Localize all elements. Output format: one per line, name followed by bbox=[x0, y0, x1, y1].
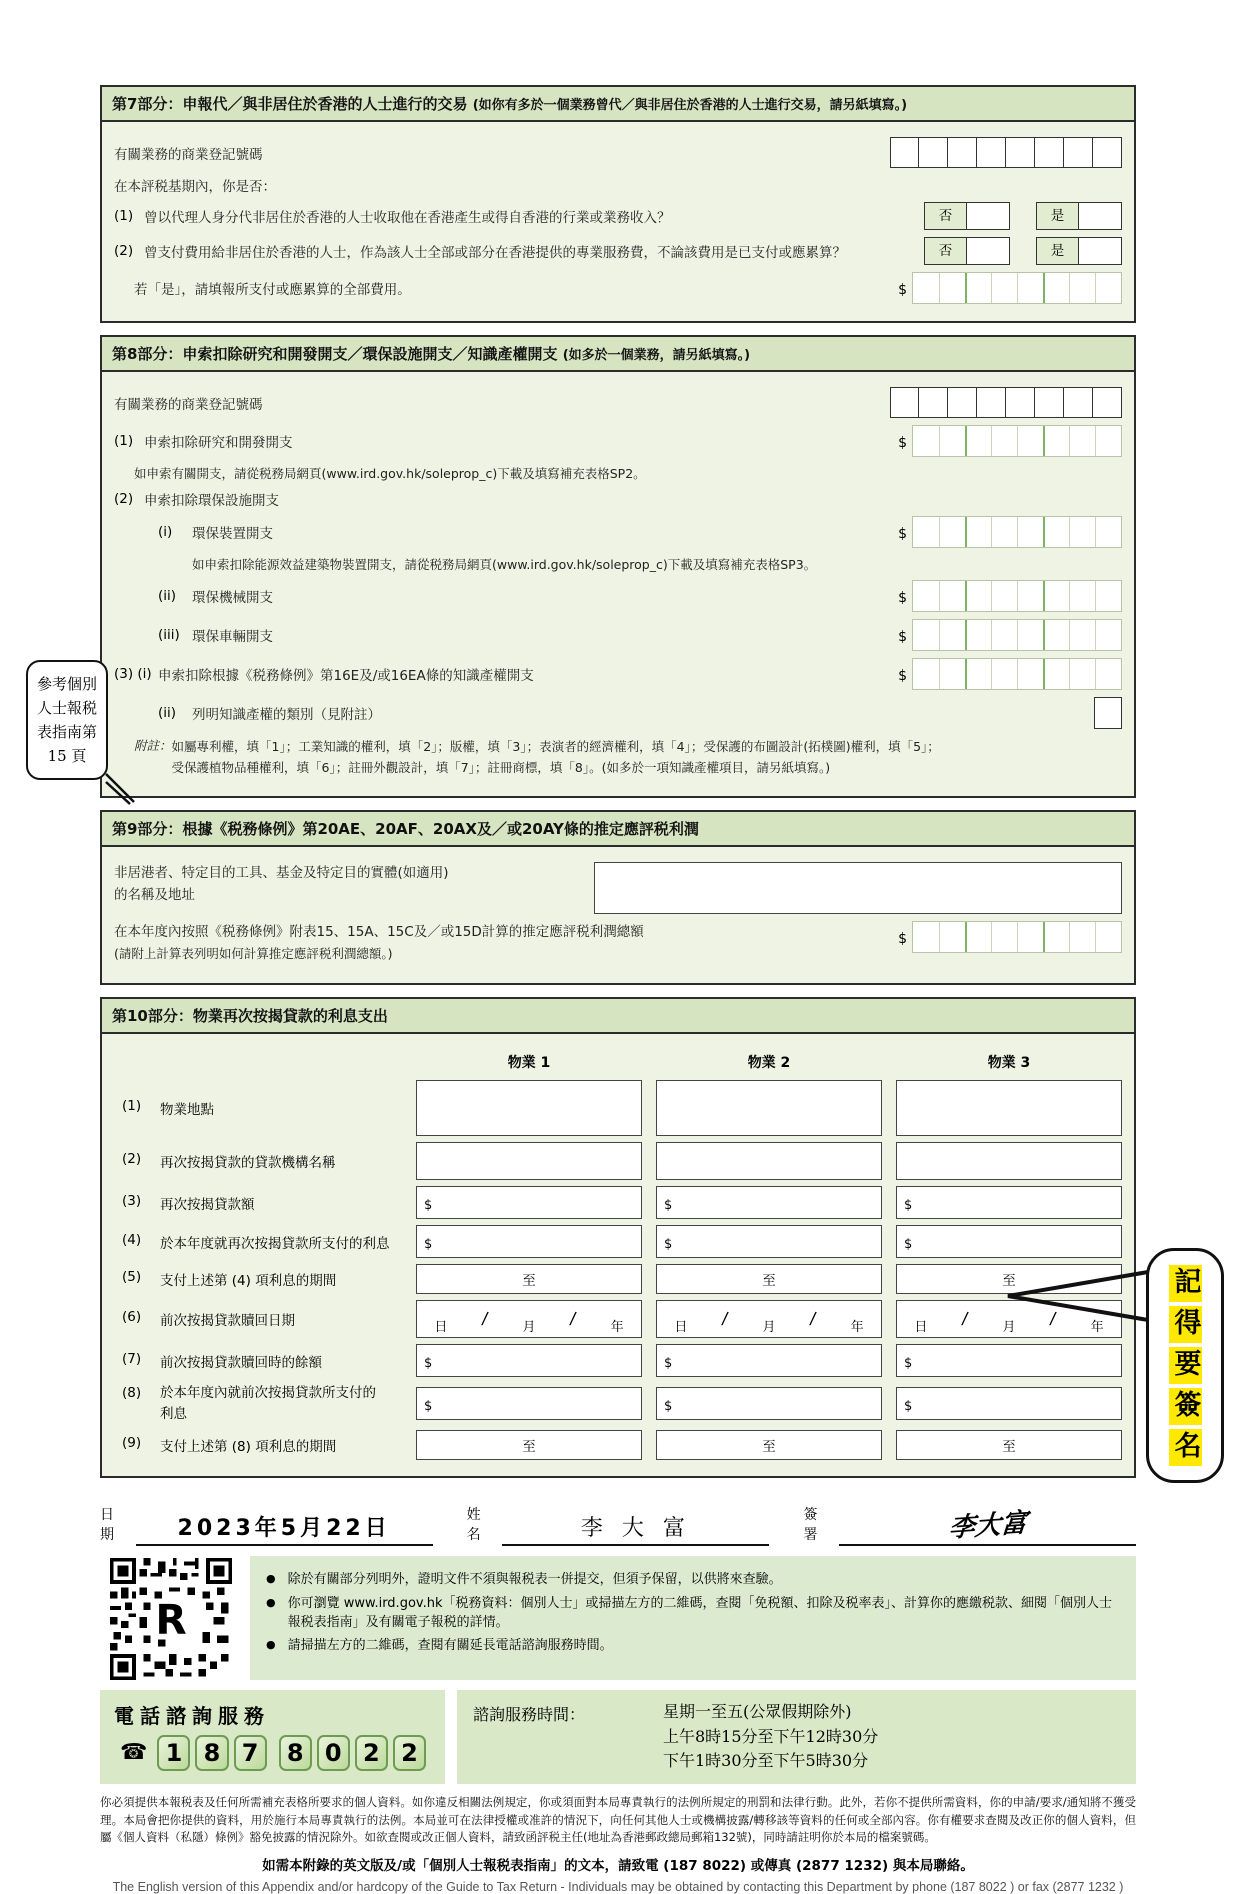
s9-entity-name-address-input[interactable] bbox=[594, 862, 1122, 914]
row8-label: 於本年度內就前次按揭貸款所支付的利息 bbox=[160, 1385, 376, 1422]
s7-q1-number: (1) bbox=[114, 208, 134, 224]
phone-digit: 0 bbox=[317, 1735, 350, 1771]
s7-if-yes-label: 若「是」，請填報所支付或應累算的全部費用。 bbox=[134, 282, 411, 298]
section-10-header bbox=[102, 999, 1134, 1034]
s7-amount-input[interactable] bbox=[912, 272, 1122, 304]
s8-item2-label: 申索扣除環保設施開支 bbox=[144, 493, 279, 509]
guide-reference-callout: 參考個別人士報税表指南第 15 頁 bbox=[26, 660, 108, 780]
p3-location-input[interactable] bbox=[896, 1080, 1122, 1136]
phone-enquiry-box bbox=[100, 1690, 445, 1784]
s7-q2-no-label: 否 bbox=[925, 238, 967, 264]
phone-digit: 2 bbox=[393, 1735, 426, 1771]
p3-redemption-balance-input[interactable]: $ bbox=[896, 1344, 1122, 1377]
contact-line: 如需本附錄的英文版及/或「個別人士報税表指南」的文本，請致電 (187 8022) 或傳真 (2877 1232) 與本局聯絡。 bbox=[262, 1858, 974, 1875]
row3-label: 再次按揭貸款額 bbox=[160, 1196, 255, 1213]
s7-dollar-sign: $ bbox=[898, 282, 907, 298]
s9-profits-note: (請附上計算表列明如何計算推定應評税利潤總額。) bbox=[114, 946, 393, 962]
s7-br-number-input[interactable] bbox=[890, 137, 1122, 168]
p2-lender-input[interactable] bbox=[656, 1142, 882, 1180]
s9-entity-label-line1: 非居港者、特定目的工具、基金及特定目的實體(如適用) bbox=[114, 864, 449, 881]
s7-q1-no-checkbox[interactable] bbox=[924, 202, 1010, 230]
callout-left-tail bbox=[104, 772, 140, 808]
section-7-title: 第7部分：申報代／與非居住於香港的人士進行的交易 bbox=[112, 95, 468, 113]
row7-label: 前次按揭貸款贖回時的餘額 bbox=[160, 1354, 322, 1371]
date-label: 日期 bbox=[100, 1506, 114, 1543]
s8-item2i-dollar: $ bbox=[898, 526, 907, 542]
s7-q1-no-label: 否 bbox=[925, 203, 967, 229]
row9-label: 支付上述第 (8) 項利息的期間 bbox=[160, 1438, 337, 1455]
s9-dollar-sign: $ bbox=[898, 930, 907, 947]
s8-item2iii-dollar: $ bbox=[898, 629, 907, 645]
s8-item3-amount-input[interactable] bbox=[912, 658, 1122, 690]
s9-amount-input[interactable] bbox=[912, 921, 1122, 953]
s7-intro: 在本評税基期內，你是否： bbox=[114, 179, 276, 195]
section-8-title-note: (如多於一個業務，請另紙填寫。) bbox=[562, 348, 751, 363]
s8-item3ii-number: (ii) bbox=[158, 705, 177, 721]
section-9-header bbox=[102, 812, 1134, 847]
s8-item2iii-number: (iii) bbox=[158, 627, 180, 643]
signature-field[interactable] bbox=[839, 1505, 1136, 1546]
p3-interest-paid-input[interactable]: $ bbox=[896, 1225, 1122, 1258]
name-label: 姓名 bbox=[466, 1506, 481, 1543]
s8-item3-dollar: $ bbox=[898, 668, 907, 684]
section-9 bbox=[100, 810, 1136, 986]
row2-label: 再次按揭貸款的貸款機構名稱 bbox=[160, 1155, 336, 1172]
date-field[interactable]: 2023年5月22日 bbox=[136, 1511, 433, 1546]
service-hours-line2: 上午8時15分至下午12時30分 bbox=[663, 1726, 879, 1746]
s8-item3ii-label: 列明知識產權的類別（見附註） bbox=[192, 707, 381, 723]
signature-handwriting: 李大富 bbox=[947, 1508, 1028, 1544]
note-2: 你可瀏覽 www.ird.gov.hk「税務資料：個別人士」或掃描左方的二維碼，查閱「免税額、扣除及税率表」、計算你的應繳税款、細閱「個別人士報税表指南」及有關電子報税的詳情。 bbox=[287, 1595, 1112, 1630]
sign-label: 簽署 bbox=[803, 1506, 818, 1543]
row1-label: 物業地點 bbox=[160, 1102, 214, 1119]
property-1-column-header: 物業 1 bbox=[507, 1055, 551, 1072]
property-2-column-header: 物業 2 bbox=[747, 1055, 791, 1072]
p2-location-input[interactable] bbox=[656, 1080, 882, 1136]
privacy-legal-text: 你必須提供本報税表及任何所需補充表格所要求的個人資料。如你違反相關法例規定，你或須面對本局專責執行的法例所規定的刑罰和法律行動。此外，若你不提供所需資料，你的申請/要求/通知將不獲受理。本局會把你提供的資料，用於施行本局專責執行的法例。本局並可在法律授權或准許的情況下，向任何其他人士或機構披露/轉移該等資料的任何或全部內容。你有權要求查閱及改正你的個人資料，但屬《個人資料（私隱）條例》豁免披露的情況除外。如欲查閱或改正個人資料，請致函評税主任(地址為香港郵政總局郵箱132號)，同時請註明你於本局的檔案號碼。 bbox=[100, 1795, 1136, 1844]
section-9-title: 第9部分：根據《税務條例》第20AE、20AF、20AX及／或20AY條的推定應評税利潤 bbox=[112, 819, 699, 838]
p3-lender-input[interactable] bbox=[896, 1142, 1122, 1180]
s8-item1-label: 申索扣除研究和開發開支 bbox=[144, 435, 293, 451]
section-7-title-note: (如你有多於一個業務曾代／與非居住於香港的人士進行交易，請另紙填寫。) bbox=[472, 98, 908, 113]
p1-interest-paid-input[interactable]: $ bbox=[416, 1225, 642, 1258]
s8-item3-number: (3) (i) bbox=[114, 666, 152, 682]
s8-item2i-amount-input[interactable] bbox=[912, 516, 1122, 548]
phone-digit: 7 bbox=[234, 1735, 267, 1771]
s8-item2i-note: 如申索扣除能源效益建築物裝置開支，請從税務局網頁(www.ird.gov.hk/soleprop_c)下載及填寫補充表格SP3。 bbox=[192, 557, 817, 572]
p3-prev-interest-input[interactable]: $ bbox=[896, 1387, 1122, 1420]
s7-q1-no-box[interactable] bbox=[967, 203, 1009, 229]
section-7-header bbox=[102, 87, 1134, 122]
p1-interest-period-input[interactable]: 至 bbox=[416, 1264, 642, 1294]
s8-ip-category-input[interactable] bbox=[1094, 697, 1122, 729]
s7-q2-yes-checkbox[interactable] bbox=[1036, 237, 1122, 265]
s7-q2-label: 曾支付費用給非居住於香港的人士，作為該人士全部或部分在香港提供的專業服務費，不論該費用是已支付或應累算？ bbox=[144, 245, 846, 261]
s7-q1-yes-box[interactable] bbox=[1079, 203, 1121, 229]
bullet-icon: ● bbox=[266, 1638, 276, 1652]
p3-redemption-date-input[interactable]: 日 / 月 / 年 bbox=[896, 1300, 1122, 1338]
s7-q2-number: (2) bbox=[114, 243, 134, 259]
p1-loan-amount-input[interactable]: $ bbox=[416, 1186, 642, 1219]
phone-enquiry-title: 電話諮詢服務 bbox=[114, 1703, 270, 1728]
p2-interest-period-input[interactable]: 至 bbox=[656, 1264, 882, 1294]
p2-loan-amount-input[interactable]: $ bbox=[656, 1186, 882, 1219]
s8-br-number-input[interactable] bbox=[890, 387, 1122, 418]
service-hours-line3: 下午1時30分至下午5時30分 bbox=[663, 1751, 869, 1771]
s7-q2-yes-box[interactable] bbox=[1079, 238, 1121, 264]
s8-item1-amount-input[interactable] bbox=[912, 425, 1122, 457]
phone-digit: 8 bbox=[195, 1735, 228, 1771]
p3-loan-amount-input[interactable]: $ bbox=[896, 1186, 1122, 1219]
s7-q2-no-box[interactable] bbox=[967, 238, 1009, 264]
qr-ird-logo: R bbox=[155, 1595, 187, 1644]
s7-q1-yes-checkbox[interactable] bbox=[1036, 202, 1122, 230]
signature-row bbox=[100, 1504, 1136, 1546]
s9-profits-label: 在本年度內按照《税務條例》附表15、15A、15C及／或15D計算的推定應評税利潤總額 bbox=[114, 923, 644, 940]
p3-prev-period-input[interactable]: 至 bbox=[896, 1430, 1122, 1460]
phone-digit: 8 bbox=[279, 1735, 312, 1771]
s7-q2-no-checkbox[interactable] bbox=[924, 237, 1010, 265]
s7-q1-label: 曾以代理人身分代非居住於香港的人士收取他在香港產生或得自香港的行業或業務收入？ bbox=[144, 210, 671, 226]
p1-lender-input[interactable] bbox=[416, 1142, 642, 1180]
s8-br-label: 有關業務的商業登記號碼 bbox=[114, 396, 263, 413]
s8-item1-number: (1) bbox=[114, 433, 134, 449]
phone-digit: 2 bbox=[355, 1735, 388, 1771]
english-footnote: The English version of this Appendix and/or hardcopy of the Guide to Tax Return - Individuals may be obtained by contacting this Department by phone (187 8022 ) or fax (2877 1232 ) bbox=[112, 1880, 1124, 1894]
s7-q2-yes-label: 是 bbox=[1037, 238, 1079, 264]
section-10-title: 第10部分：物業再次按揭貸款的利息支出 bbox=[112, 1007, 388, 1026]
s8-item2i-number: (i) bbox=[158, 524, 173, 540]
section-7 bbox=[100, 85, 1136, 323]
name-field[interactable]: 李 大 富 bbox=[502, 1511, 769, 1546]
remember-to-sign-callout bbox=[1146, 1248, 1224, 1483]
note-1: 除於有關部分列明外，證明文件不須與報税表一併提交，但須予保留，以供將來查驗。 bbox=[287, 1571, 782, 1587]
p1-location-input[interactable] bbox=[416, 1080, 642, 1136]
section-8-header bbox=[102, 337, 1134, 372]
signature-arrow bbox=[1000, 1268, 1150, 1324]
p2-redemption-date-input[interactable]: 日 / 月 / 年 bbox=[656, 1300, 882, 1338]
s8-item1-dollar: $ bbox=[898, 435, 907, 451]
p2-redemption-balance-input[interactable]: $ bbox=[656, 1344, 882, 1377]
s8-item2-number: (2) bbox=[114, 491, 134, 507]
p1-prev-period-input[interactable]: 至 bbox=[416, 1430, 642, 1460]
property-3-column-header: 物業 3 bbox=[987, 1055, 1031, 1072]
phone-digit: 1 bbox=[157, 1735, 190, 1771]
s8-note-line2: 受保護植物品種權利，填「6」；註冊外觀設計，填「7」；註冊商標，填「8」。(如多於一項知識產權項目，請另紙填寫。) bbox=[171, 760, 831, 776]
p1-redemption-balance-input[interactable]: $ bbox=[416, 1344, 642, 1377]
s8-item2ii-number: (ii) bbox=[158, 588, 177, 604]
service-hours-line1: 星期一至五(公眾假期除外) bbox=[663, 1701, 852, 1721]
s8-item2ii-amount-input[interactable] bbox=[912, 580, 1122, 612]
s8-item2ii-label: 環保機械開支 bbox=[192, 590, 273, 606]
s8-item2iii-label: 環保車輛開支 bbox=[192, 629, 273, 645]
p1-prev-interest-input[interactable]: $ bbox=[416, 1387, 642, 1420]
s8-note-line1: 如屬專利權，填「1」；工業知識的權利，填「2」；版權，填「3」；表演者的經濟權利，填「4」；受保護的布圖設計(拓樸圖)權利，填「5」； bbox=[171, 739, 940, 754]
s7-q1-yes-label: 是 bbox=[1037, 203, 1079, 229]
bullet-icon: ● bbox=[266, 1571, 276, 1585]
p2-prev-period-input[interactable]: 至 bbox=[656, 1430, 882, 1460]
row6-label: 前次按揭貸款贖回日期 bbox=[160, 1313, 295, 1330]
s8-item2i-label: 環保裝置開支 bbox=[192, 526, 273, 542]
note-3: 請掃描左方的二維碼，查閱有關延長電話諮詢服務時間。 bbox=[287, 1638, 613, 1654]
service-hours-label: 諮詢服務時間： bbox=[473, 1704, 586, 1724]
p3-interest-period-input[interactable]: 至 bbox=[896, 1264, 1122, 1294]
section-8-title: 第8部分：申索扣除研究和開發開支／環保設施開支／知識產權開支 bbox=[112, 345, 558, 363]
bullet-icon: ● bbox=[266, 1595, 276, 1609]
section-10: 第10部分：物業再次按揭貸款的利息支出 物業 1 物業 2 物業 3 (1) 物業地點 (2) 再次按揭貸款的貸款機構名稱 (3) 再次按揭貸款額 $ $ $ (4) 於本年度就再次按揭貸款所支付的利息 $ $ $ (5) 支付上述第 (4) 項利息的期間 至 至 至 (6) 前次按揭貸款贖回日期 日 / 月 / 年 日 / 月 / 年 日 / 月 / 年 (7) 前次按揭貸款贖回時的餘額 $ $ $ (8) 於本年度內就前次按揭貸款所支付的利息 $ $ $ (9) 支付上述第 (8) 項利息的期間 至 至 至 bbox=[100, 997, 1136, 1478]
remember-to-sign-text: 記得要簽名 bbox=[1169, 1267, 1201, 1464]
s8-item3-label: 申索扣除根據《税務條例》第16E及/或16EA條的知識產權開支 bbox=[158, 668, 534, 684]
telephone-icon: ☎ bbox=[120, 1740, 148, 1766]
row5-label: 支付上述第 (4) 項利息的期間 bbox=[160, 1273, 337, 1290]
s7-br-label: 有關業務的商業登記號碼 bbox=[114, 146, 263, 163]
s9-entity-label-line2: 的名稱及地址 bbox=[114, 887, 195, 904]
qr-code bbox=[110, 1558, 232, 1680]
service-hours-box bbox=[457, 1690, 1136, 1784]
section-8 bbox=[100, 335, 1136, 798]
s8-item2iii-amount-input[interactable] bbox=[912, 619, 1122, 651]
p2-prev-interest-input[interactable]: $ bbox=[656, 1387, 882, 1420]
p2-interest-paid-input[interactable]: $ bbox=[656, 1225, 882, 1258]
s8-note-label: 附註： bbox=[134, 738, 172, 753]
row4-label: 於本年度就再次按揭貸款所支付的利息 bbox=[160, 1235, 390, 1252]
p1-redemption-date-input[interactable]: 日 / 月 / 年 bbox=[416, 1300, 642, 1338]
notes-box bbox=[250, 1556, 1136, 1680]
s8-item1-note: 如申索有關開支，請從税務局網頁(www.ird.gov.hk/soleprop_c)下載及填寫補充表格SP2。 bbox=[134, 466, 646, 481]
s8-item2ii-dollar: $ bbox=[898, 590, 907, 606]
